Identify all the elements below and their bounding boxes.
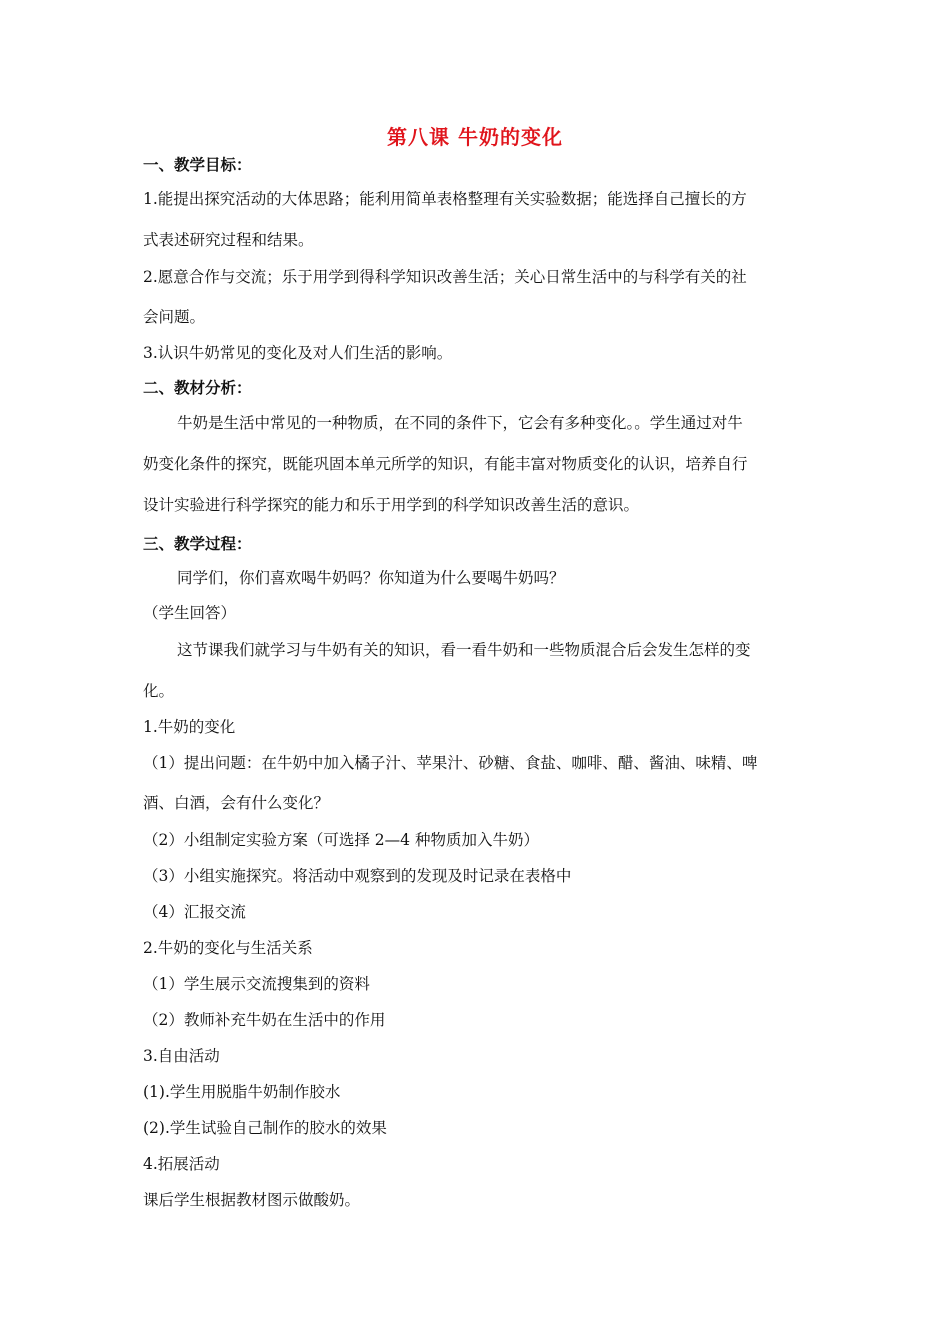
- paragraph-line: 3.认识牛奶常见的变化及对人们生活的影响。: [143, 344, 453, 362]
- list-item: (2).学生试验自己制作的胶水的效果: [143, 1119, 387, 1137]
- list-item: （1）学生展示交流搜集到的资料: [143, 975, 370, 993]
- list-heading: 1.牛奶的变化: [143, 718, 236, 736]
- paragraph-line: 奶变化条件的探究，既能巩固本单元所学的知识，有能丰富对物质变化的认识，培养自行: [143, 455, 748, 473]
- list-item: (1).学生用脱脂牛奶制作胶水: [143, 1083, 341, 1101]
- paragraph-line: 牛奶是生活中常见的一种物质，在不同的条件下，它会有多种变化。。学生通过对牛: [177, 414, 743, 432]
- list-item: （4）汇报交流: [143, 903, 246, 921]
- list-heading: 4.拓展活动: [143, 1155, 220, 1173]
- list-heading: 3.自由活动: [143, 1047, 220, 1065]
- list-item: （3）小组实施探究。将活动中观察到的发现及时记录在表格中: [143, 867, 572, 885]
- section-heading-process: 三、教学过程：: [143, 534, 252, 553]
- paragraph-line: 化。: [143, 682, 175, 700]
- section-heading-objectives: 一、教学目标：: [143, 155, 252, 174]
- paragraph-line: 2.愿意合作与交流；乐于用学到得科学知识改善生活；关心日常生活中的与科学有关的社: [143, 268, 747, 286]
- list-item: 酒、白酒，会有什么变化？: [143, 794, 330, 812]
- paragraph-line: 设计实验进行科学探究的能力和乐于用学到的科学知识改善生活的意识。: [143, 496, 640, 514]
- list-item: （1）提出问题：在牛奶中加入橘子汁、苹果汁、砂糖、食盐、咖啡、醋、酱油、味精、啤: [143, 754, 758, 772]
- list-heading: 2.牛奶的变化与生活关系: [143, 939, 313, 957]
- section-heading-analysis: 二、教材分析：: [143, 378, 252, 397]
- paragraph-line: 1.能提出探究活动的大体思路；能利用简单表格整理有关实验数据；能选择自己擅长的方: [143, 190, 747, 208]
- paragraph-line: 式表述研究过程和结果。: [143, 231, 314, 249]
- paragraph-line: （学生回答）: [143, 604, 237, 622]
- list-item: （2）小组制定实验方案（可选择 2—4 种物质加入牛奶）: [143, 831, 539, 849]
- list-item: （2）教师补充牛奶在生活中的作用: [143, 1011, 386, 1029]
- paragraph-line: 同学们，你们喜欢喝牛奶吗？你知道为什么要喝牛奶吗？: [177, 569, 565, 587]
- paragraph-line: 课后学生根据教材图示做酸奶。: [143, 1191, 361, 1209]
- paragraph-line: 会问题。: [143, 308, 206, 326]
- document-title: 第八课 牛奶的变化: [387, 125, 563, 149]
- paragraph-line: 这节课我们就学习与牛奶有关的知识，看一看牛奶和一些物质混合后会发生怎样的变: [177, 641, 751, 659]
